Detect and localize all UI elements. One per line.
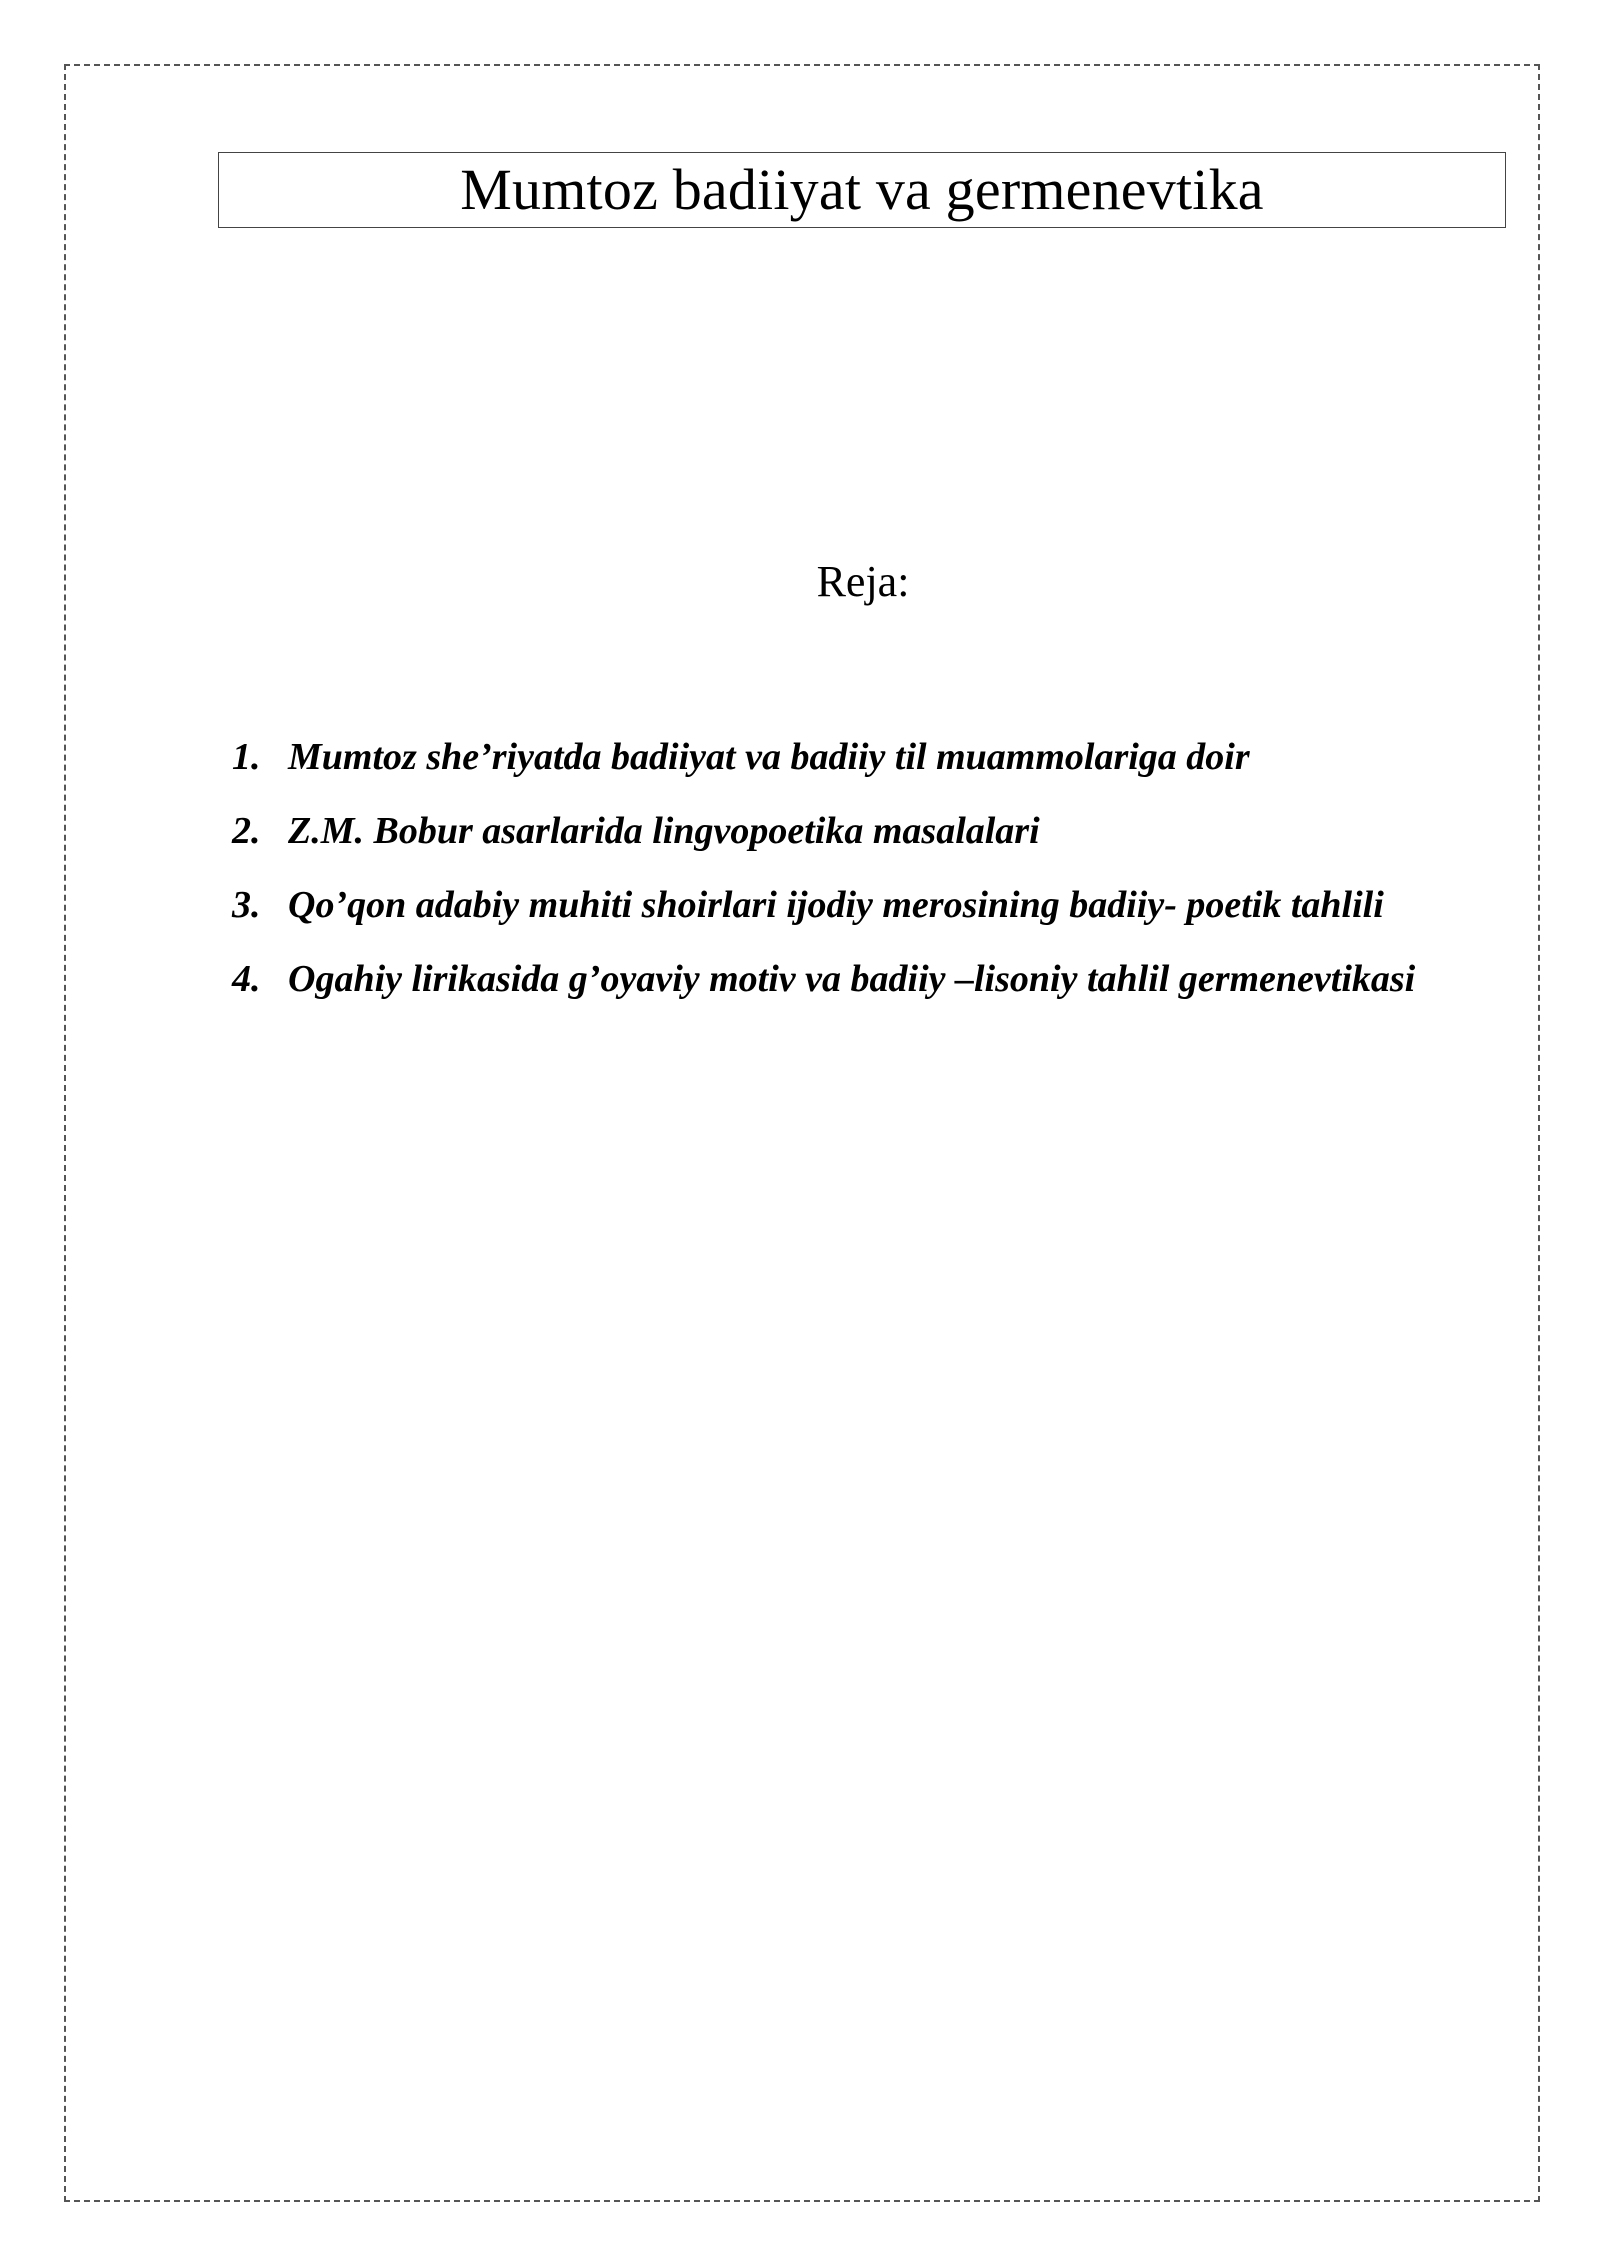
plan-item-text: Qo’qon adabiy muhiti shoirlari ijodiy merosining badiiy- poetik tahlili (288, 884, 1384, 926)
plan-item-number: 1. (232, 736, 261, 778)
plan-item-number: 4. (232, 958, 261, 1000)
plan-item-number: 2. (232, 810, 261, 852)
plan-item-number: 3. (232, 884, 261, 926)
plan-item-4 (232, 942, 1494, 1016)
plan-item-text: Mumtoz she’riyatda badiiyat va badiiy til muammolariga doir (288, 736, 1250, 778)
title-box (218, 152, 1506, 228)
page-border (64, 64, 1540, 2202)
plan-heading: Reja: (816, 557, 910, 606)
plan-item-3 (232, 868, 1494, 942)
page-title: Mumtoz badiiyat va germenevtika (460, 157, 1264, 222)
plan-item-2 (232, 794, 1494, 868)
plan-item-text: Z.M. Bobur asarlarida lingvopoetika masalalari (288, 810, 1040, 852)
plan-item-text: Ogahiy lirikasida g’oyaviy motiv va badiiy –lisoniy tahlil germenevtikasi (288, 958, 1416, 1000)
plan-list (232, 720, 1494, 1016)
plan-item-1 (232, 720, 1494, 794)
